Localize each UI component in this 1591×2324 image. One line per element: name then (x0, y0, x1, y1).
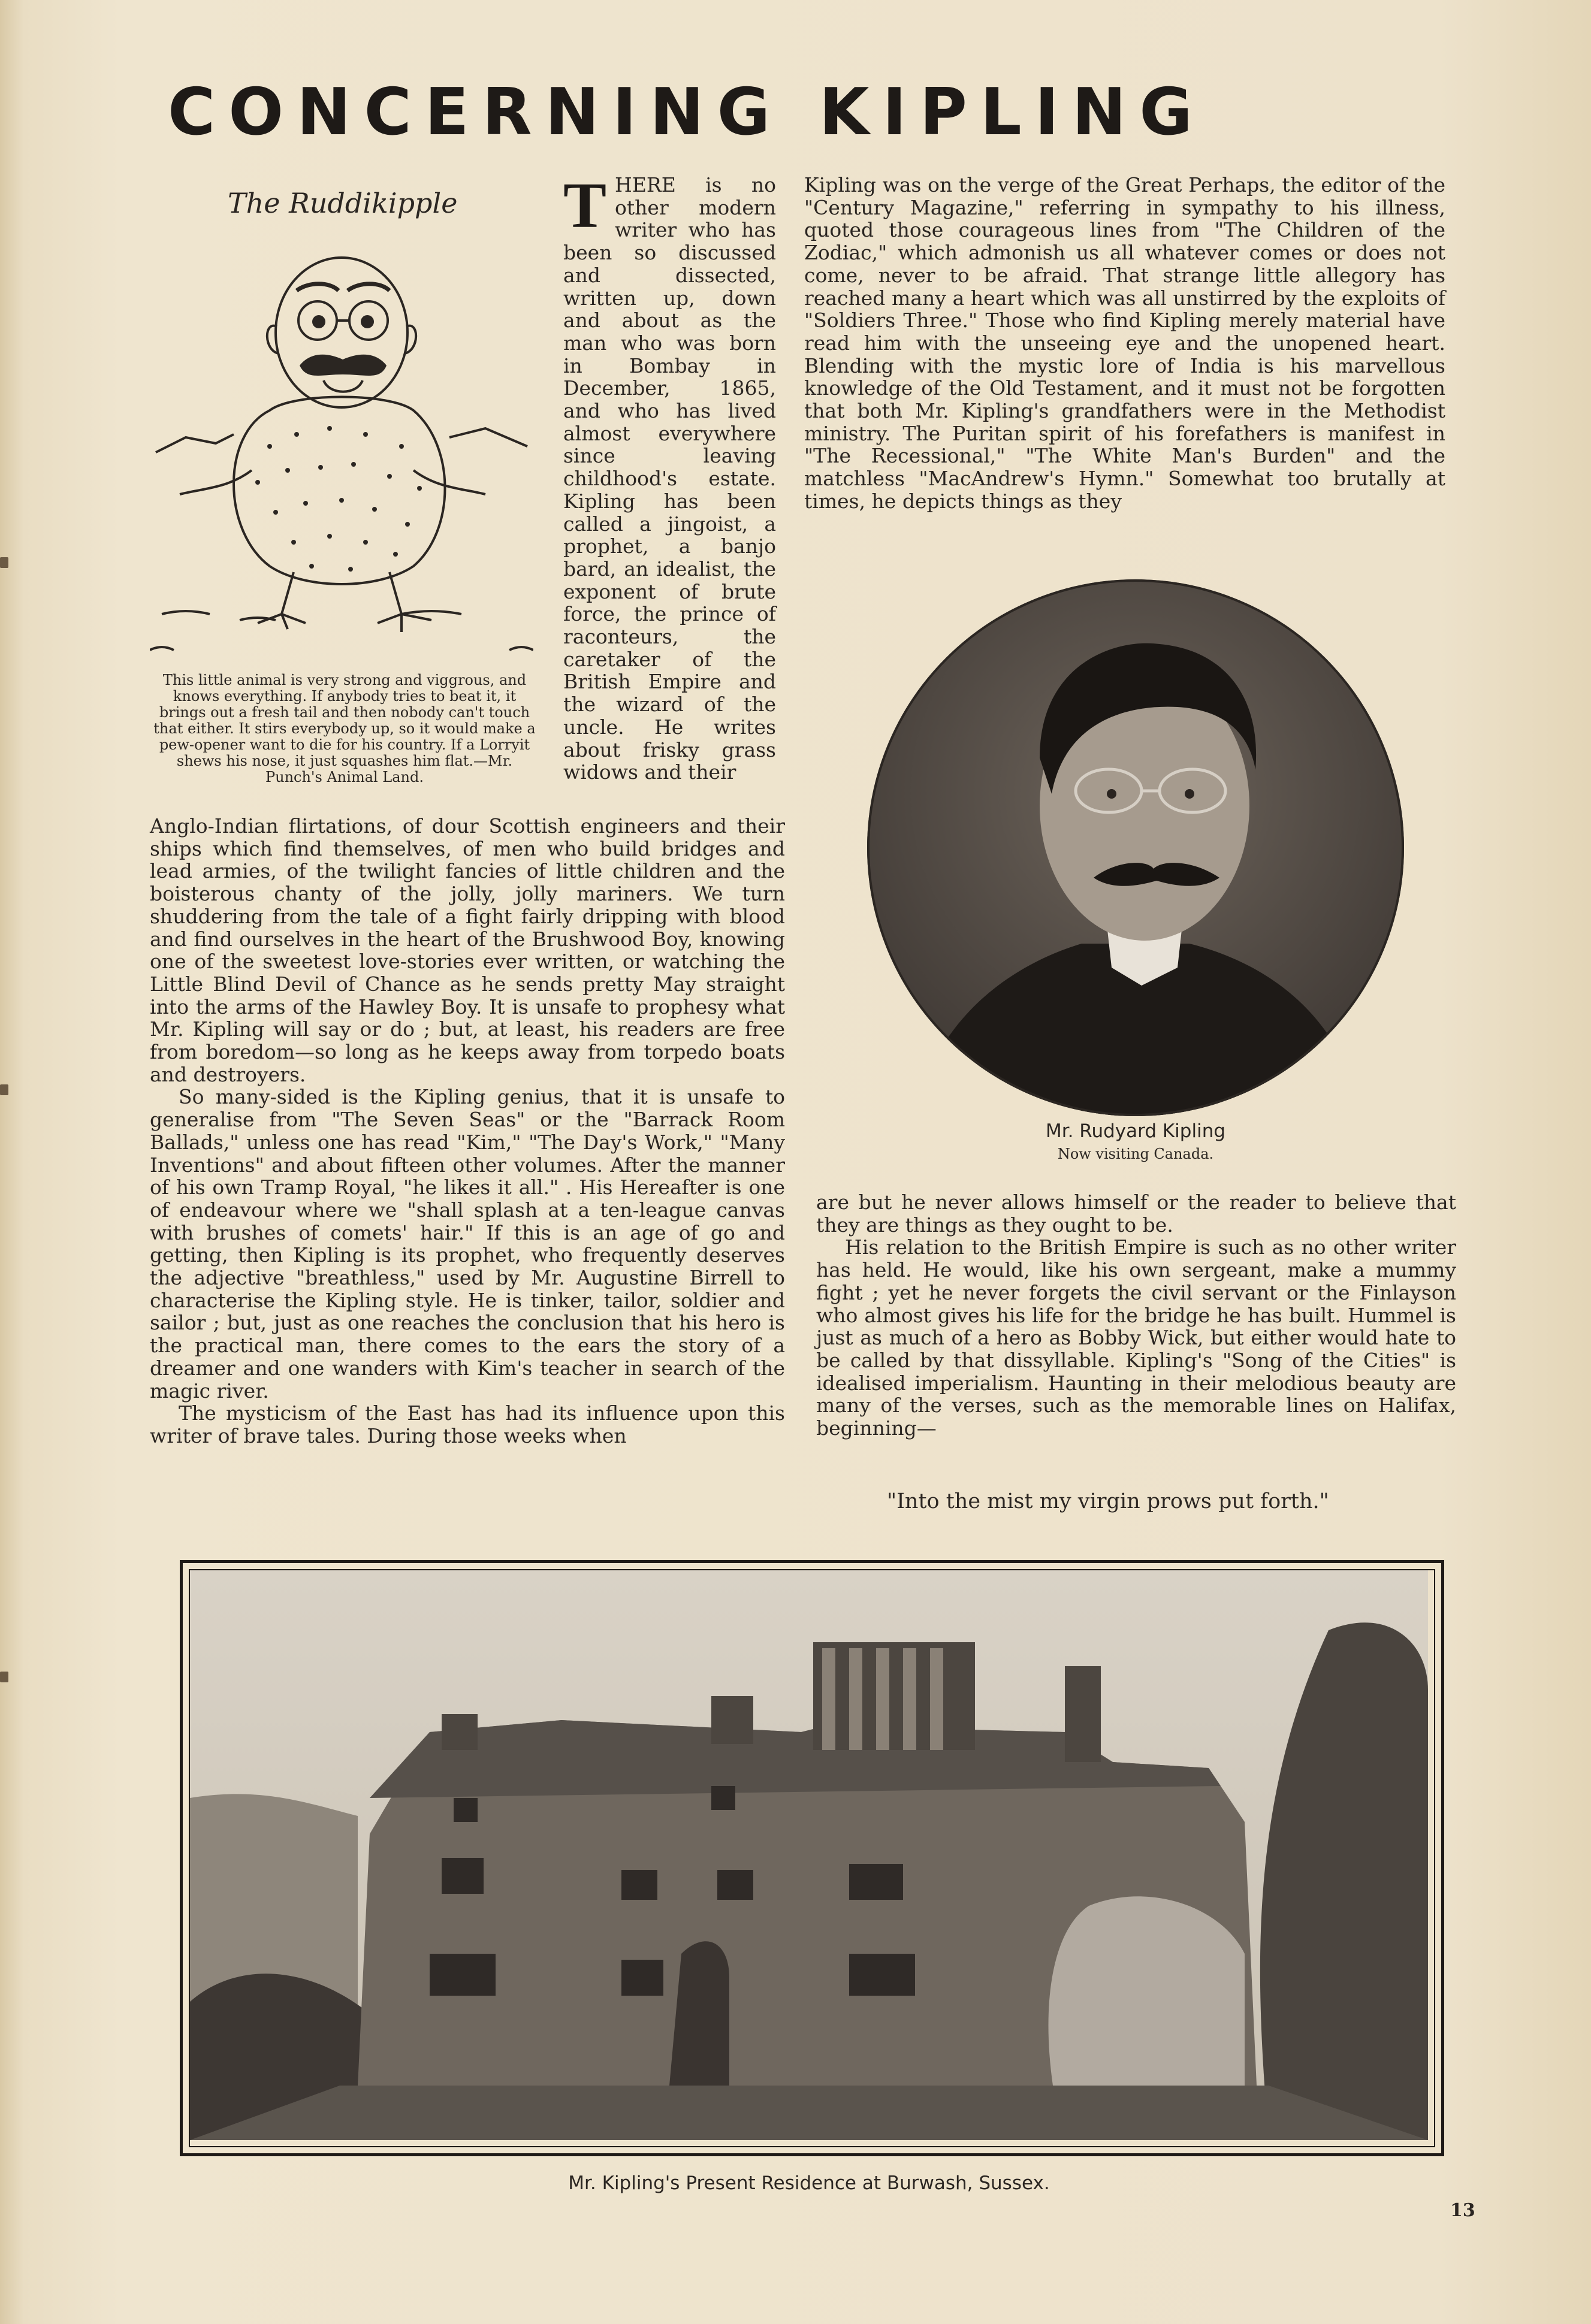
cartoon-caption: This little animal is very strong and viggrous, and knows everything. If anybody tries to beat it, it brings out a fresh tail and then nobody can't touch that either. It stirs everybody up, so it would make a pew-opener want to die for his country. If a Lorryit shews his nose, it just squashes him flat.—Mr. Punch's Animal Land. (153, 672, 536, 785)
binding-mark (0, 557, 8, 568)
verse-quote: "Into the mist my virgin prows put forth." (887, 1489, 1329, 1513)
paragraph: Kipling was on the verge of the Great Perhaps, the editor of the "Century Magazine," referring in sympathy to his illness, quoted those courageous lines from "The Children of the Zodiac," which admonish us all whatever comes or does not come, never to be afraid. That strange little allegory has reached many a heart which was all unstirred by the exploits of "Soldiers Three." Those who find Kipling merely material have read him with the unseeing eye and the unopened heart. Blending with the mystic lore of India is his marvellous knowledge of the Old Testament, and it must not be forgotten that both Mr. Kipling's grandfathers were in the Methodist ministry. The Puritan spirit of his forefathers is manifest in "The Recessional," "The White Man's Burden" and the matchless "MacAndrew's Hymn." Somewhat too brutally at times, he depicts things as they (804, 173, 1445, 513)
house-caption: Mr. Kipling's Present Residence at Burwash, Sussex. (568, 2172, 1050, 2194)
article-column-left-narrow (563, 170, 776, 784)
article-title: CONCERNING KIPLING (168, 75, 1206, 150)
ruddikipple-cartoon (150, 231, 533, 662)
portrait-caption: Mr. Rudyard Kipling (1045, 1120, 1226, 1142)
kipling-portrait (866, 578, 1405, 1117)
paragraph: His relation to the British Empire is such as no other writer has held. He would, like his own sergeant, make a mummy fight ; yet he never forgets the civil servant or the Finlayson who almost gives his life for the bridge he has built. Hummel is just as much of a hero as Bobby Wick, but either would hate to be called by that dissyllable. Kipling's "Song of the Cities" is idealised imperialism. Haunting in their melodious beauty are many of the verses, such as the memorable lines on Halifax, beginning— (816, 1235, 1456, 1440)
paragraph: The mysticism of the East has had its influence upon this writer of brave tales. During those weeks when (150, 1401, 785, 1447)
article-column-right-bottom (816, 1191, 1456, 1440)
paragraph-continued: Anglo-Indian flirtations, of dour Scottish engineers and their ships which find themselves, of men who build bridges and lead armies, of the twilight fancies of little children and the boisterous chanty of the jolly, jolly mariners. We turn shuddering from the tale of a fight fairly dripping with blood and find ourselves in the heart of the Brushwood Boy, knowing one of the sweetest love-stories ever written, or watching the Little Blind Devil of Chance as he sends pretty May straight into the arms of the Hawley Boy. It is unsafe to prophesy what Mr. Kipling will say or do ; but, at least, his readers are free from boredom—so long as he keeps away from torpedo boats and destroyers. (150, 814, 785, 1086)
page-number: 13 (1450, 2200, 1475, 2221)
binding-mark (0, 1672, 8, 1682)
article-column-left (150, 815, 785, 1447)
cartoon-title: The Ruddikipple (228, 187, 458, 219)
house-photo (189, 1569, 1435, 2147)
paragraph: So many-sided is the Kipling genius, that it is unsafe to generalise from "The Seven Seas" or the "Barrack Room Ballads," unless one has read "Kim," "The Day's Work," "Many Inventions" and about fifteen other volumes. After the manner of his own Tramp Royal, "he likes it all." . His Hereafter is one of endeavour where we "shall splash at a ten-league canvas with brushes of comets' hair." If this is an age of go and getting, then Kipling is its prophet, who frequently deserves the adjective "breathless," used by Mr. Augustine Birrell to characterise the Kipling style. He is tinker, tailor, soldier and sailor ; but, just as one reaches the conclusion that his hero is the practical man, there comes to the ears the story of a dreamer and one wanders with Kim's teacher in search of the magic river. (150, 1085, 785, 1403)
portrait-subcaption: Now visiting Canada. (1057, 1146, 1214, 1162)
drop-cap: T (563, 170, 607, 241)
paragraph-opening: HERE is no other modern writer who has been so discussed and dissected, written up, down and about as the man who was born in Bombay in December, 1865, and who has lived almost everywhere since leaving childhood's estate. Kipling has been called a jingoist, a prophet, a banjo bard, an idealist, the exponent of brute force, the prince of raconteurs, the caretaker of the British Empire and the wizard of the uncle. He writes about frisky grass widows and their (563, 173, 776, 784)
binding-mark (0, 1084, 8, 1095)
paragraph: are but he never allows himself or the reader to believe that they are things as they ought to be. (816, 1190, 1456, 1237)
house-photo-frame (180, 1560, 1444, 2156)
article-column-right-top (804, 174, 1445, 513)
